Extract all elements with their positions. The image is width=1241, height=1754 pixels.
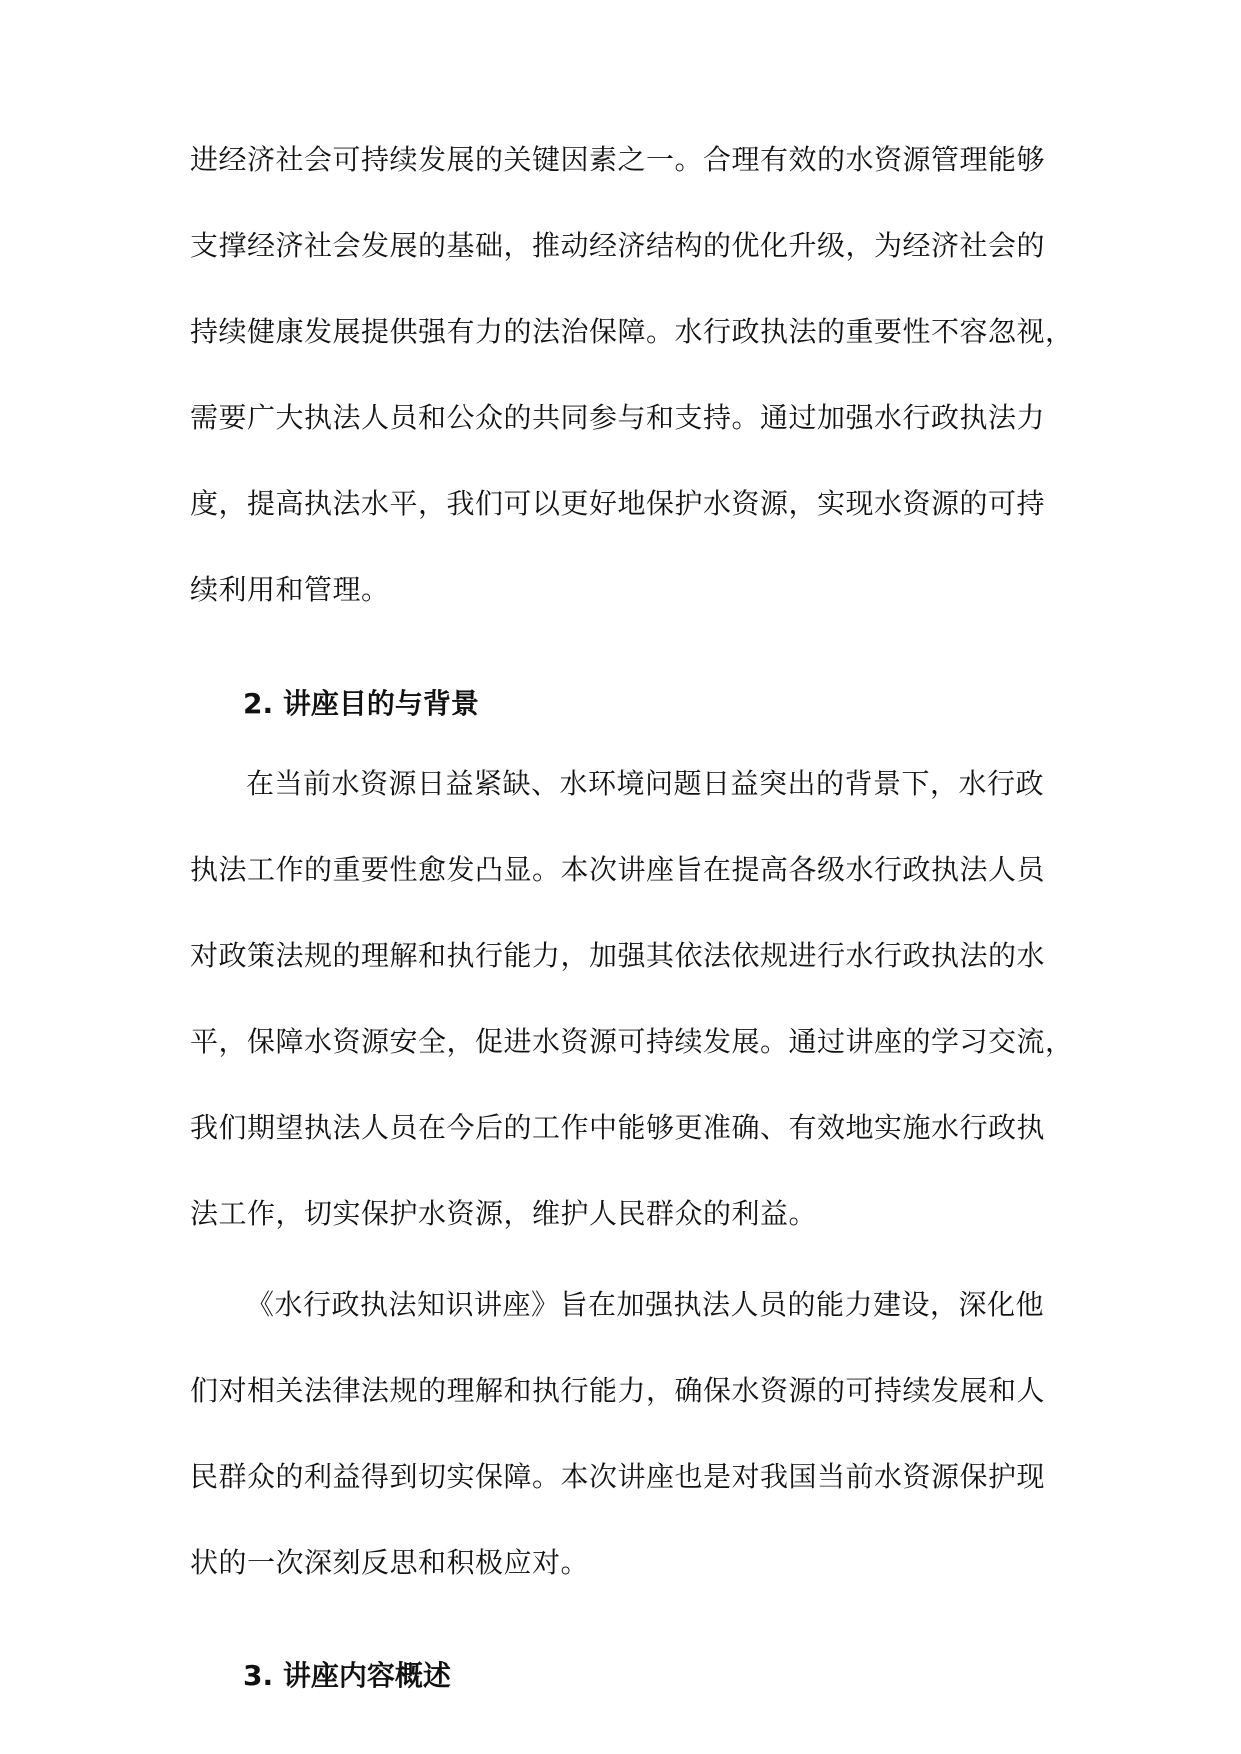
paragraph-1-line-4: 需要广大执法人员和公众的共同参与和支持。通过加强水行政执法力 [190, 401, 1046, 434]
section-2-paragraph-1-line-6: 法工作，切实保护水资源，维护人民群众的利益。 [190, 1197, 818, 1230]
section-2-paragraph-1-line-5: 我们期望执法人员在今后的工作中能够更准确、有效地实施水行政执 [190, 1111, 1046, 1144]
section-2-heading: 2. 讲座目的与背景 [243, 687, 479, 720]
section-2-paragraph-2-line-1: 《水行政执法知识讲座》旨在加强执法人员的能力建设，深化他 [246, 1288, 1045, 1321]
section-2-paragraph-2-line-3: 民群众的利益得到切实保障。本次讲座也是对我国当前水资源保护现 [190, 1460, 1046, 1493]
paragraph-1-line-6: 续利用和管理。 [190, 573, 390, 606]
paragraph-1-line-1: 进经济社会可持续发展的关键因素之一。合理有效的水资源管理能够 [190, 143, 1046, 176]
section-2-paragraph-1-line-2: 执法工作的重要性愈发凸显。本次讲座旨在提高各级水行政执法人员 [190, 853, 1046, 886]
section-2-paragraph-2-line-2: 们对相关法律法规的理解和执行能力，确保水资源的可持续发展和人 [190, 1374, 1046, 1407]
section-2-paragraph-1-line-3: 对政策法规的理解和执行能力，加强其依法依规进行水行政执法的水 [190, 939, 1046, 972]
section-3-heading: 3. 讲座内容概述 [243, 1659, 451, 1692]
section-2-paragraph-2-line-4: 状的一次深刻反思和积极应对。 [190, 1546, 590, 1579]
paragraph-1-line-3: 持续健康发展提供强有力的法治保障。水行政执法的重要性不容忽视， [190, 315, 1074, 348]
section-2-paragraph-1-line-4: 平，保障水资源安全，促进水资源可持续发展。通过讲座的学习交流， [190, 1025, 1074, 1058]
paragraph-1-line-2: 支撑经济社会发展的基础，推动经济结构的优化升级，为经济社会的 [190, 229, 1046, 262]
section-2-paragraph-1-line-1: 在当前水资源日益紧缺、水环境问题日益突出的背景下，水行政 [246, 767, 1045, 800]
paragraph-1-line-5: 度，提高执法水平，我们可以更好地保护水资源，实现水资源的可持 [190, 487, 1046, 520]
